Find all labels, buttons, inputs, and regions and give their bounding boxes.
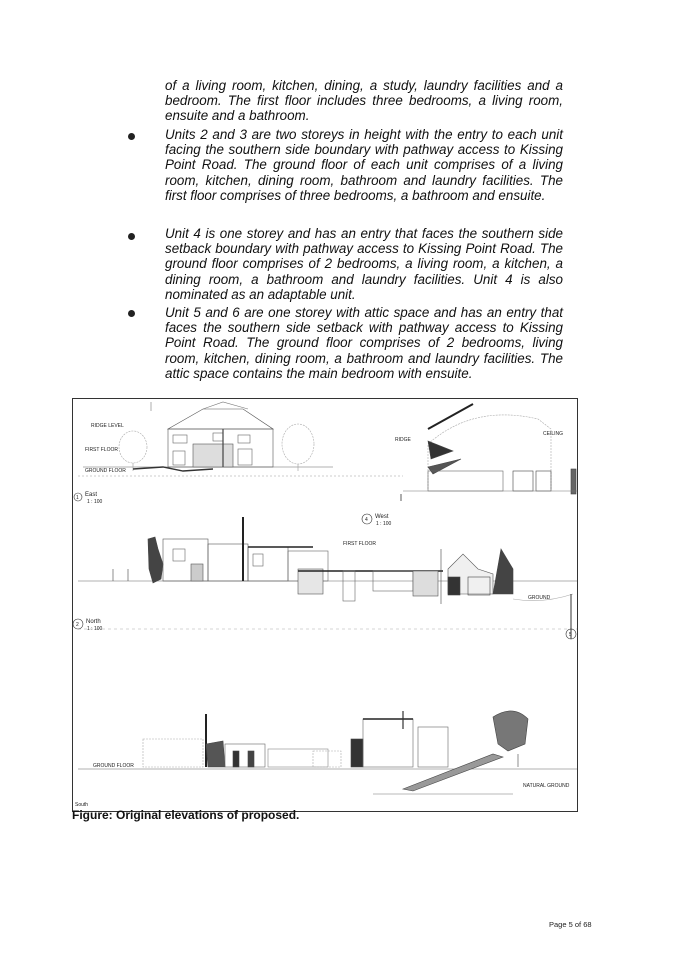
west-number: 4	[365, 517, 368, 523]
south-number: 5	[569, 632, 572, 638]
west-scale: 1 : 100	[376, 521, 392, 527]
south-label: South	[75, 802, 89, 808]
south-elevation	[78, 711, 577, 794]
svg-text:GROUND FLOOR: GROUND FLOOR	[85, 468, 126, 474]
svg-text:GROUND FLOOR: GROUND FLOOR	[93, 763, 134, 769]
north-label: North	[86, 619, 101, 625]
page-number: Page 5 of 68	[549, 920, 592, 929]
north-scale: 1 : 100	[87, 626, 103, 632]
paragraph-unit-1-continued: of a living room, kitchen, dining, a study, laundry facilities and a bedroom. The first floor includes three bedrooms, a living room, ensuite and a bathroom.	[165, 78, 563, 124]
bullet-point	[128, 133, 135, 140]
svg-text:NATURAL GROUND: NATURAL GROUND	[523, 783, 570, 789]
svg-text:CEILING: CEILING	[543, 431, 564, 437]
bullet-point	[128, 310, 135, 317]
paragraph-units-5-6: Unit 5 and 6 are one storey with attic space and has an entry that faces the southern side setback with pathway access to Kissing Point Road. The ground floor comprises of 2 bedrooms, living room, kitchen, dining room, a bathroom and laundry facilities. The attic space contains the main bedroom with ensuite.	[165, 305, 563, 381]
svg-text:FIRST FLOOR: FIRST FLOOR	[343, 541, 376, 547]
west-label: West	[375, 514, 389, 520]
east-scale: 1 : 100	[87, 499, 103, 505]
east-label: East	[85, 492, 98, 498]
west-elevation	[403, 404, 577, 494]
figure-caption: Figure: Original elevations of proposed.	[72, 808, 300, 822]
svg-text:RIDGE LEVEL: RIDGE LEVEL	[91, 423, 124, 429]
elevations-drawing	[73, 399, 577, 811]
elevations-figure	[72, 398, 578, 812]
bullet-point	[128, 233, 135, 240]
east-number: 1	[76, 495, 79, 501]
north-elevation	[78, 517, 577, 639]
paragraph-unit-4: Unit 4 is one storey and has an entry that faces the southern side setback boundary with pathway access to Kissing Point Road. The ground floor comprises of 2 bedrooms, a living room, a kitchen, a dining room, a bathroom and laundry facilities. Unit 4 is also nominated as an adaptable unit.	[165, 226, 563, 302]
east-elevation	[78, 402, 403, 476]
svg-text:FIRST FLOOR: FIRST FLOOR	[85, 447, 118, 453]
svg-text:GROUND: GROUND	[528, 595, 551, 601]
paragraph-units-2-3: Units 2 and 3 are two storeys in height with the entry to each unit facing the southern side boundary with pathway access to Kissing Point Road. The ground floor of each unit comprises of a living room, kitchen, dining room, bathroom and laundry facilities. The first floor comprises of three bedrooms, a bathroom and ensuite.	[165, 127, 563, 203]
svg-text:RIDGE: RIDGE	[395, 437, 411, 443]
north-number: 2	[76, 622, 79, 628]
